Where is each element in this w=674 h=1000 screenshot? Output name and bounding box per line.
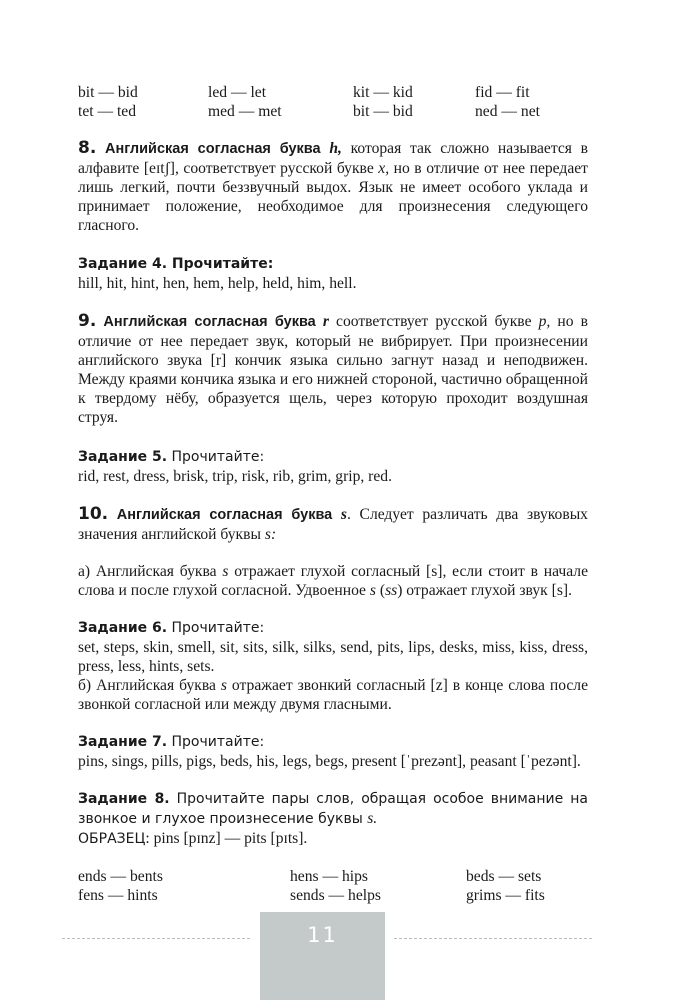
paragraph-a [78,562,588,600]
word-pair: bit — bid [78,84,138,101]
letter-s: s. [367,810,378,827]
russian-letter: р, [538,313,551,330]
word-pair: fens — hints [78,887,158,904]
word-pair: ned — net [475,103,540,120]
task-words: set, steps, skin, smell, sit, sits, silk, silks, send, pits, lips, desks, miss, kiss, dress, press, less, hints, sets. [78,639,588,675]
section-text: которая так сложно называется в алфавите [eɪtʃ], соответствует русской букве [78,140,589,177]
word-pairs-bottom [78,867,588,905]
footer-divider-right [394,938,592,939]
section-10 [78,505,588,544]
section-text: . Следует различать два звуковых значения английской буквы [78,506,588,543]
letter-s: s [222,563,229,580]
task-label: Задание 6. [78,620,168,636]
text: отражает звонкий согласный [z] в конце слова после звонкой согласной или между двумя гласными. [78,677,588,713]
section-letter: r [322,313,329,330]
task-5 [78,447,588,486]
task-8 [78,789,588,849]
paragraph-b [78,676,588,714]
task-7 [78,732,588,771]
word-pair: led — let [208,84,267,101]
letter-ss: ss [385,582,398,599]
task-words: pins, sings, pills, pigs, beds, his, legs, begs, present [ˈprezənt], peasant [ˈpezənt]. [78,753,581,770]
text: а) Английская буква [78,563,223,580]
text: отражает глухой согласный [s], если стоит в начале слова и после глухой согласной. Удвоенное [78,563,588,599]
section-8 [78,139,588,235]
section-text: но в отличие от нее передает лишь легкий, почти беззвучный выдох. Язык не имеет особого уклада и принимает положение, необходимое для произнесения следующего гласного. [78,160,588,234]
section-number: 8. [78,138,97,158]
page-number-box [260,912,385,1000]
letter-s: s: [264,526,277,543]
text: б) Английская буква [78,677,221,694]
task-words: rid, rest, dress, brisk, trip, risk, rib, grim, grip, red. [78,468,392,485]
letter-s: s [369,582,376,599]
task-label: Задание 7. [78,734,168,750]
task-instruction: Прочитайте: [167,620,265,636]
word-pair: sends — helps [290,887,381,904]
task-instruction: Прочитайте пары слов, обращая особое внимание на звонкое и глухое произнесение буквы [78,791,588,827]
task-6 [78,618,588,714]
section-number: 9. [78,311,97,331]
footer-divider-left [62,938,250,939]
word-pair: grims — fits [466,887,545,904]
section-number: 10. [78,504,109,524]
word-pair: tet — ted [78,103,137,120]
word-pair: kit — kid [353,84,413,101]
word-pair: med — met [208,103,282,120]
task-instruction: Прочитайте: [167,449,265,465]
text: ( [375,582,386,599]
section-9 [78,312,588,427]
task-4 [78,255,588,293]
russian-letter: х, [378,160,390,177]
word-pair: fid — fit [475,84,530,101]
page-content [78,83,588,905]
section-letter: s [340,506,347,523]
sample-text: : pins [pɪnz] — pits [pɪts]. [145,830,308,847]
word-pairs-top [78,83,588,121]
section-text: но в отличие от нее передает звук, который не вибрирует. При произнесении английского звука [r] кончик языка сильно загнут назад и неподвижен. Между краями кончика языка и его нижней стороной, частично обращенной к твердому нёбу, образуется щель, через которую проходит воздушная струя. [78,313,589,426]
section-title: Английская согласная буква [103,314,316,330]
letter-s: s [220,677,227,694]
section-text: соответствует русской букве [328,313,539,330]
word-pair: hens — hips [290,868,368,885]
section-title: Английская согласная буква [105,141,321,157]
task-label: Задание 8. [78,791,170,807]
task-words: hill, hit, hint, hen, hem, help, held, him, hell. [78,275,357,292]
word-pair: bit — bid [353,103,413,120]
word-pair: beds — sets [466,868,542,885]
section-title: Английская согласная буква [116,507,333,523]
task-label: Задание 4. Прочитайте: [78,256,274,272]
word-pair: ends — bents [78,868,163,885]
sample-label: ОБРАЗЕЦ [78,831,146,847]
page-number: 11 [307,923,338,947]
text: ) отражает глухой звук [s]. [397,582,572,599]
task-instruction: Прочитайте: [167,734,265,750]
section-letter: h, [329,140,342,157]
task-label: Задание 5. [78,449,168,465]
